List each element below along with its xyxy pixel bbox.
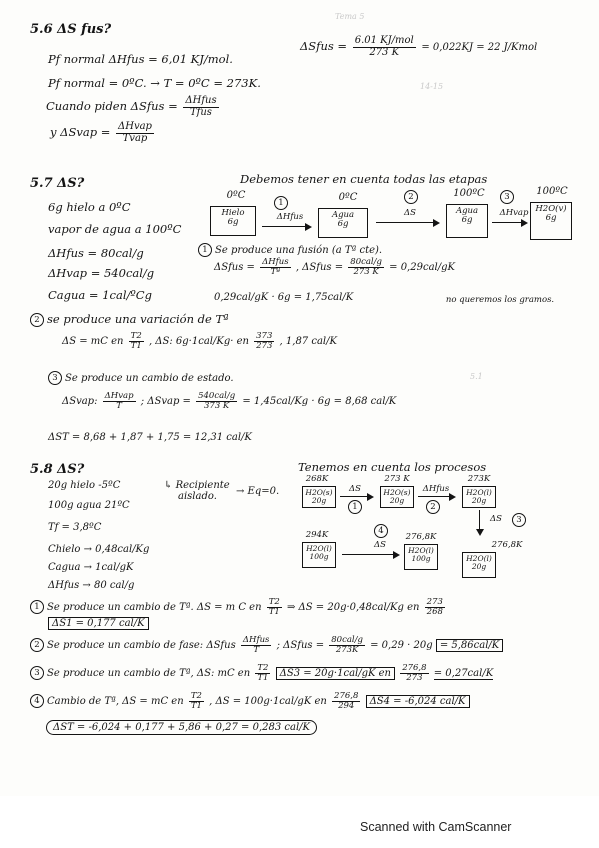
s57-given-4: ΔHvap = 540cal/g	[48, 266, 155, 280]
s56-line-3: Cuando piden ΔSfus = $\frac{\text{ΔHfus}}{\text{Tfus}}$	[46, 95, 217, 118]
s58-box-2: H2O(s) 20g	[380, 486, 414, 508]
s58-step4-line: 4 Cambio de Tª, ΔS = mC en $\frac{T2}{T1}$ , ΔS = 100g·1cal/gK en $\frac{276,8}{294}$ ΔS4 = -6,024 cal/K	[30, 692, 470, 711]
s58-given-6: ΔHfus → 80 cal/g	[48, 580, 135, 591]
s58-box-3: H2O(l) 20g	[462, 486, 496, 508]
s57-arrow-2	[376, 222, 438, 223]
s58-step-3: 3	[512, 513, 526, 527]
s57-arrow-3-label: ΔHvap	[499, 208, 529, 218]
s58-step2-line: 2 Se produce un cambio de fase: ΔSfus $\frac{\text{ΔHfus}}{T}$ ; ΔSfus = $\frac{\text{80cal/g}}{273K}$ = 0,29 · 20g = 5,86cal/K	[30, 636, 503, 655]
s57-given-2: vapor de agua a 100ºC	[48, 222, 182, 236]
s56-line-1: Pf normal ΔHfus = 6,01 KJ/mol.	[48, 52, 233, 66]
s58-recipiente: ↳ Recipiente aislado.	[164, 480, 230, 502]
s58-temp-6: 276,8K	[491, 540, 523, 550]
s58-arrow-2-label: ΔHfus	[422, 484, 450, 494]
section-5-6-title: 5.6 ΔS fus?	[30, 22, 112, 37]
s57-step-3: 3	[500, 190, 514, 204]
s57-arrow-3	[492, 222, 526, 223]
s57-temp-3: 100ºC	[453, 188, 485, 199]
s57-step1-text: 1 Se produce una fusión (a Tª cte).	[198, 242, 382, 257]
s57-step-1: 1	[274, 196, 288, 210]
s57-step3-text: 3 Se produce un cambio de estado.	[48, 370, 234, 385]
s58-arrow-1	[340, 496, 372, 497]
s58-temp-5: 276,8K	[405, 532, 437, 542]
s58-recip-eq: → Eq=0.	[236, 486, 280, 497]
s58-box-1: H2O(s) 20g	[302, 486, 336, 508]
s58-step-1: 1	[348, 500, 362, 514]
scanner-watermark: Scanned with CamScanner	[360, 820, 512, 834]
s57-temp-4: 100ºC	[536, 186, 568, 197]
section-5-8-title: 5.8 ΔS?	[30, 462, 85, 477]
s57-total: ΔST = 8,68 + 1,87 + 1,75 = 12,31 cal/K	[48, 432, 252, 443]
s58-arrow-4-label: ΔS	[374, 540, 386, 550]
s57-temp-2: 0ºC	[338, 192, 358, 203]
s58-total: ΔST = -6,024 + 0,177 + 5,86 + 0,27 = 0,283 cal/K	[46, 722, 317, 733]
s58-step1-line: 1 Se produce un cambio de Tª. ΔS = m C en $\frac{T2}{T1}$ ⇒ ΔS = 20g·0,48cal/Kg en $\frac{273}{268}$	[30, 598, 447, 617]
s58-box-6: H2O(l) 20g	[462, 552, 496, 578]
s57-intro: Debemos tener en cuenta todas las etapas	[240, 172, 488, 186]
s57-step1-eq: ΔSfus = $\frac{\text{ΔHfus}}{\text{Tª}}$ , ΔSfus = $\frac{\text{80cal/g}}{273 K}$ = 0,29cal/gK	[214, 257, 455, 277]
s57-step1-result: 0,29cal/gK · 6g = 1,75cal/K	[214, 292, 354, 303]
s57-box-agua-2: Agua 6g	[446, 204, 488, 238]
s58-arrow-2	[418, 496, 454, 497]
s57-arrow-1-label: ΔHfus	[276, 212, 304, 222]
s58-step-2: 2	[426, 500, 440, 514]
s58-box-4: H2O(l) 100g	[302, 542, 336, 568]
s58-step3-line: 3 Se produce un cambio de Tª, ΔS: mC en $\frac{T2}{T1}$ ΔS3 = 20g·1cal/gK en $\frac{276,8}{273}$ = 0,27cal/K	[30, 664, 493, 683]
s58-arrow-4	[342, 554, 398, 555]
bleed-text: 14-15	[420, 82, 444, 91]
s58-given-4: Chielo → 0,48cal/Kg	[48, 544, 150, 555]
s57-given-5: Cagua = 1cal/ºCg	[48, 288, 152, 302]
s57-given-3: ΔHfus = 80cal/g	[48, 246, 144, 260]
s57-box-vapor: H2O(v) 6g	[530, 202, 572, 240]
s58-step1-result: ΔS1 = 0,177 cal/K	[48, 618, 149, 629]
bleed-text: Tema 5	[335, 12, 365, 21]
s57-box-hielo: Hielo 6g	[210, 206, 256, 236]
s57-box-agua-1: Agua 6g	[318, 208, 368, 238]
s57-step2-text: 2 se produce una variación de Tª	[30, 312, 229, 327]
s57-note: no queremos los gramos.	[445, 295, 555, 305]
scanner-footer	[0, 796, 599, 848]
s57-given-1: 6g hielo a 0ºC	[48, 200, 131, 214]
s58-temp-4: 294K	[305, 530, 329, 540]
s58-arrow-3	[479, 510, 480, 534]
section-5-7-title: 5.7 ΔS?	[30, 176, 85, 191]
s58-given-5: Cagua → 1cal/gK	[48, 562, 134, 573]
s57-arrow-2-label: ΔS	[404, 208, 416, 218]
s58-given-1: 20g hielo -5ºC	[48, 480, 121, 491]
s57-temp-1: 0ºC	[226, 190, 246, 201]
s56-line-4: y ΔSvap = $\frac{\text{ΔHvap}}{\text{Tvap}}$	[50, 121, 152, 144]
s58-intro: Tenemos en cuenta los procesos	[298, 460, 487, 474]
s58-temp-2: 273 K	[384, 474, 410, 484]
s58-arrow-3-label: ΔS	[490, 514, 502, 524]
s58-temp-1: 268K	[305, 474, 329, 484]
s56-formula: ΔSfus = $\frac{\text{6.01 KJ/mol}}{273 K}$ = 0,022KJ = 22 J/Kmol	[300, 35, 538, 58]
s58-arrow-1-label: ΔS	[349, 484, 361, 494]
s57-step3-eq: ΔSvap: $\frac{\text{ΔHvap}}{T}$ ; ΔSvap = $\frac{\text{540cal/g}}{373 K}$ = 1,45cal/Kg · 6g = 8,68 cal/K	[62, 391, 397, 411]
s58-box-5: H2O(l) 100g	[404, 544, 438, 570]
s57-step2-eq: ΔS = mC en $\frac{T2}{T1}$ , ΔS: 6g·1cal/Kg· en $\frac{373}{273}$ , 1,87 cal/K	[62, 331, 337, 351]
s58-given-3: Tf = 3,8ºC	[48, 522, 102, 533]
s57-step-2: 2	[404, 190, 418, 204]
s58-temp-3: 273K	[467, 474, 491, 484]
s58-given-2: 100g agua 21ºC	[48, 500, 130, 511]
s56-line-2: Pf normal = 0ºC. → T = 0ºC = 273K.	[48, 76, 261, 90]
s57-arrow-1	[262, 226, 310, 227]
s58-step-4: 4	[374, 524, 388, 538]
bleed-text: 5.1	[470, 372, 483, 381]
